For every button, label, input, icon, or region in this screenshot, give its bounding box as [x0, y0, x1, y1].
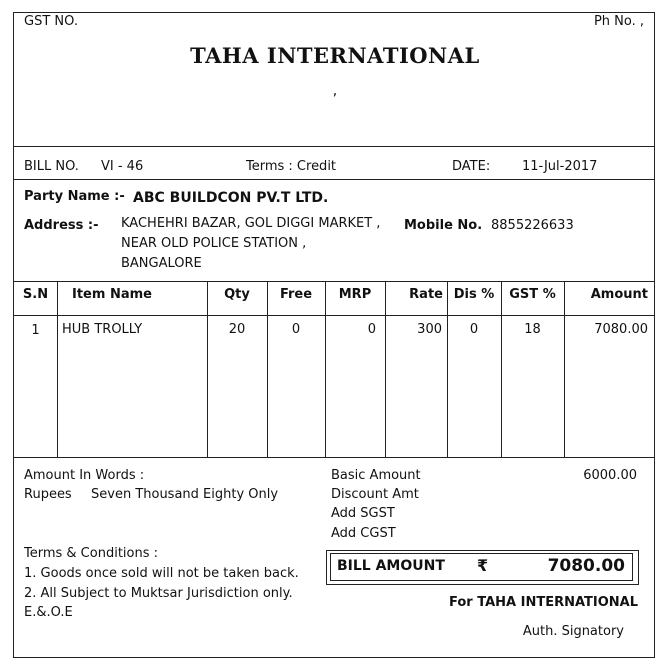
discount-label: Discount Amt: [331, 487, 419, 502]
gst-label: GST NO.: [24, 14, 78, 29]
amount-words-label: Amount In Words :: [24, 468, 145, 483]
terms-item-1: 1. Goods once sold will not be taken back.: [24, 566, 299, 581]
header-gst: GST %: [509, 287, 556, 302]
cell-sn: 1: [31, 323, 40, 338]
date-label: DATE:: [452, 159, 491, 174]
invoice-frame: [13, 12, 655, 658]
cell-item-name: HUB TROLLY: [62, 322, 143, 337]
header-free: Free: [279, 287, 313, 302]
table-top-border: [14, 281, 654, 282]
cell-mrp: 0: [367, 322, 376, 337]
cell-rate: 300: [417, 322, 442, 337]
phone-label: Ph No. ,: [593, 14, 644, 29]
party-name: ABC BUILDCON PV.T LTD.: [133, 190, 329, 206]
for-company-label: For TAHA INTERNATIONAL: [449, 595, 638, 610]
bill-amount-value: 7080.00: [547, 556, 625, 576]
col-sep-5: [385, 281, 386, 457]
header-mrp: MRP: [338, 287, 372, 302]
bill-amount-label: BILL AMOUNT: [337, 558, 445, 574]
col-sep-2: [207, 281, 208, 457]
mobile-value: 8855226633: [491, 218, 574, 233]
cell-amount: 7080.00: [594, 322, 648, 337]
mobile-label: Mobile No.: [404, 218, 483, 233]
terms-item-2: 2. All Subject to Muktsar Jurisdiction only.: [24, 586, 293, 601]
terms-value: Terms : Credit: [246, 159, 337, 174]
divider-billinfo: [14, 179, 654, 180]
header-qty: Qty: [224, 287, 250, 302]
cell-qty: 20: [228, 322, 246, 337]
divider-header: [14, 146, 654, 147]
header-rate: Rate: [409, 287, 443, 302]
amount-words-text: Seven Thousand Eighty Only: [91, 487, 279, 502]
header-amount: Amount: [590, 287, 648, 302]
col-sep-3: [267, 281, 268, 457]
date-value: 11-Jul-2017: [522, 159, 598, 174]
col-sep-6: [447, 281, 448, 457]
bill-no-label: BILL NO.: [24, 159, 79, 174]
header-dis: Dis %: [453, 287, 495, 302]
company-address: ,: [332, 83, 338, 99]
col-sep-4: [325, 281, 326, 457]
terms-item-3: E.&.O.E: [24, 605, 73, 620]
col-sep-8: [564, 281, 565, 457]
sgst-label: Add SGST: [331, 506, 395, 521]
amount-words-prefix: Rupees: [24, 487, 72, 502]
rupee-icon: ₹: [477, 556, 489, 575]
terms-title: Terms & Conditions :: [24, 546, 159, 561]
address-line-1: KACHEHRI BAZAR, GOL DIGGI MARKET ,: [121, 216, 381, 231]
basic-amount-label: Basic Amount: [331, 468, 421, 483]
party-name-label: Party Name :-: [24, 189, 125, 204]
col-sep-7: [501, 281, 502, 457]
bill-amount-box: [326, 550, 639, 585]
cell-dis: 0: [469, 322, 479, 337]
cgst-label: Add CGST: [331, 526, 396, 541]
cell-gst: 18: [524, 322, 541, 337]
table-header-border: [14, 315, 654, 316]
basic-amount-value: 6000.00: [583, 468, 637, 483]
company-name: TAHA INTERNATIONAL: [190, 43, 480, 68]
address-line-3: BANGALORE: [121, 256, 202, 271]
col-sep-1: [57, 281, 58, 457]
address-label: Address :-: [24, 218, 99, 233]
header-sn: S.N: [22, 287, 49, 302]
cell-free: 0: [291, 322, 301, 337]
auth-signatory: Auth. Signatory: [522, 624, 624, 639]
table-bottom-border: [14, 457, 654, 458]
bill-no-value: VI - 46: [101, 159, 144, 174]
header-item-name: Item Name: [72, 287, 152, 302]
address-line-2: NEAR OLD POLICE STATION ,: [121, 236, 307, 251]
